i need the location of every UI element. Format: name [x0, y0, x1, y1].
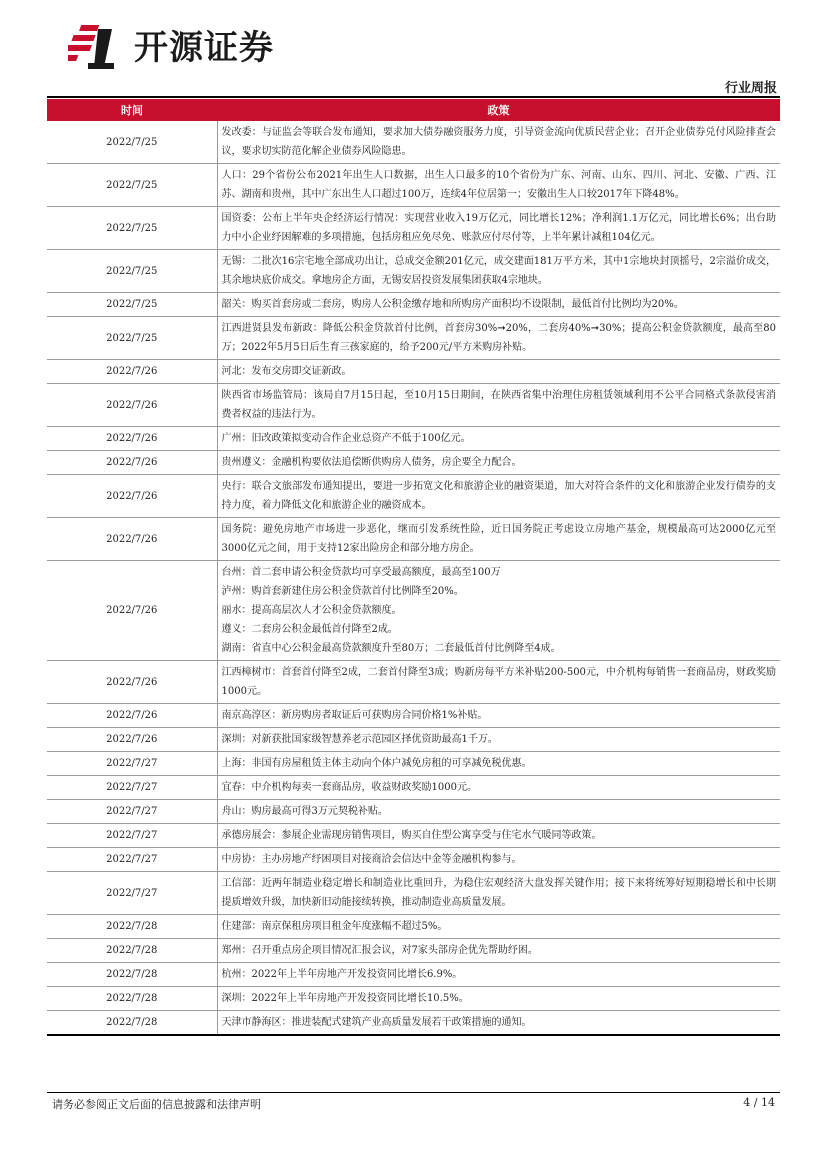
row-date: 2022/7/26	[47, 451, 217, 475]
row-policy	[217, 661, 780, 704]
row-policy	[217, 987, 780, 1011]
row-policy	[217, 776, 780, 800]
table-row	[47, 939, 780, 963]
row-date: 2022/7/27	[47, 848, 217, 872]
row-date: 2022/7/26	[47, 384, 217, 427]
row-date: 2022/7/25	[47, 250, 217, 293]
row-date: 2022/7/26	[47, 661, 217, 704]
table-row	[47, 293, 780, 317]
row-date: 2022/7/27	[47, 872, 217, 915]
row-date: 2022/7/28	[47, 915, 217, 939]
policy-text: 上海：非国有房屋租赁主体主动向个体户减免房租的可享减免税优惠。	[221, 758, 532, 769]
header-rule	[47, 96, 780, 98]
policy-text: 国资委：公布上半年央企经济运行情况：实现营业收入19万亿元，同比增长12%；净利润1.1万亿元，同比增长6%；出台助力中小企业纾困解难的多项措施，包括房租应免尽免、账款应付尽付等，上半年累计减租104亿元。	[221, 213, 776, 243]
row-policy	[217, 728, 780, 752]
row-policy	[217, 1011, 780, 1036]
table-row	[47, 963, 780, 987]
row-date: 2022/7/27	[47, 824, 217, 848]
table-row	[47, 121, 780, 164]
policy-text: 发改委：与证监会等联合发布通知，要求加大债券融资服务力度，引导资金流向优质民营企业；召开企业债券兑付风险排查会议，要求切实防范化解企业债券风险隐患。	[221, 127, 776, 157]
row-policy	[217, 475, 780, 518]
column-header-time: 时间	[47, 99, 217, 121]
row-policy	[217, 939, 780, 963]
row-policy	[217, 207, 780, 250]
table-row	[47, 207, 780, 250]
row-policy	[217, 451, 780, 475]
policy-text: 湖南：省直中心公积金最高贷款额度升至80万；二套最低首付比例降至4成。	[221, 643, 561, 654]
table-row	[47, 1011, 780, 1036]
brand-name: 开源证券	[134, 28, 274, 68]
table-row	[47, 800, 780, 824]
kaiyuan-logo-icon	[68, 23, 124, 73]
table-row	[47, 475, 780, 518]
policy-text: 遵义：二套房公积金最低首付降至2成。	[221, 624, 398, 635]
table-row	[47, 518, 780, 561]
disclaimer-note: 请务必参阅正文后面的信息披露和法律声明	[52, 1098, 261, 1111]
row-policy	[217, 848, 780, 872]
policy-text: 杭州：2022年上半年房地产开发投资同比增长6.9%。	[221, 969, 463, 980]
policy-text: 丽水：提高高层次人才公积金贷款额度。	[221, 605, 402, 616]
row-date: 2022/7/25	[47, 317, 217, 360]
policy-text: 宜春：中介机构每卖一套商品房，收益财政奖励1000元。	[221, 782, 477, 793]
policy-text: 郑州：召开重点房企项目情况汇报会议，对7家头部房企优先帮助纾困。	[221, 945, 538, 956]
row-policy	[217, 963, 780, 987]
policy-text: 广州：旧改政策拟变动合作企业总资产不低于100亿元。	[221, 433, 471, 444]
table-row	[47, 848, 780, 872]
table-row	[47, 776, 780, 800]
row-policy	[217, 800, 780, 824]
row-date: 2022/7/25	[47, 121, 217, 164]
table-row	[47, 987, 780, 1011]
policy-text: 江西进贤县发布新政：降低公积金贷款首付比例，首套房30%➞20%，二套房40%➞30%；提高公积金贷款额度，最高至80万；2022年5月5日后生育三孩家庭的，给予200元/平方米购房补贴。	[221, 323, 776, 353]
policy-text: 人口：29个省份公布2021年出生人口数据，出生人口最多的10个省份为广东、河南、山东、四川、河北、安徽、广西、江苏、湖南和贵州，其中广东出生人口超过100万，连续4年位居第一；安徽出生人口较2017年下降48%。	[221, 170, 776, 200]
brand-logo	[68, 22, 274, 74]
row-policy	[217, 427, 780, 451]
policy-text: 天津市静海区：推进装配式建筑产业高质量发展若干政策措施的通知。	[221, 1017, 532, 1028]
row-date: 2022/7/26	[47, 561, 217, 661]
table-row	[47, 250, 780, 293]
policy-text: 承德房展会：参展企业需现房销售项目，购买自住型公寓享受与住宅水气暖同等政策。	[221, 830, 602, 841]
row-policy	[217, 872, 780, 915]
table-row	[47, 427, 780, 451]
table-row	[47, 752, 780, 776]
row-policy	[217, 561, 780, 661]
row-policy	[217, 915, 780, 939]
footer-rule	[47, 1092, 780, 1093]
policy-text: 深圳：2022年上半年房地产开发投资同比增长10.5%。	[221, 993, 469, 1004]
row-policy	[217, 250, 780, 293]
row-policy	[217, 518, 780, 561]
table-row	[47, 317, 780, 360]
row-policy	[217, 164, 780, 207]
row-date: 2022/7/27	[47, 800, 217, 824]
table-body	[47, 121, 780, 1035]
report-type: 行业周报	[724, 81, 777, 96]
row-policy	[217, 121, 780, 164]
row-date: 2022/7/27	[47, 776, 217, 800]
row-date: 2022/7/26	[47, 704, 217, 728]
row-date: 2022/7/25	[47, 293, 217, 317]
table-row	[47, 661, 780, 704]
policy-text: 河北：发布交房即交证新政。	[221, 366, 352, 377]
row-date: 2022/7/26	[47, 360, 217, 384]
row-date: 2022/7/25	[47, 207, 217, 250]
row-date: 2022/7/26	[47, 518, 217, 561]
policy-text: 舟山：购房最高可得3万元契税补贴。	[221, 806, 388, 817]
row-policy	[217, 704, 780, 728]
row-date: 2022/7/28	[47, 987, 217, 1011]
table-row	[47, 451, 780, 475]
policy-text: 央行：联合文旅部发布通知提出，要进一步拓宽文化和旅游企业的融资渠道，加大对符合条件的文化和旅游企业发行债券的支持力度，着力降低文化和旅游企业的融资成本。	[221, 481, 776, 511]
policy-text: 台州：首二套申请公积金贷款均可享受最高额度，最高至100万	[221, 567, 501, 578]
policy-text: 无锡：二批次16宗宅地全部成功出让，总成交金额201亿元，成交建面181万平方米，其中1宗地块封顶摇号，2宗溢价成交，其余地块底价成交。拿地房企方面，无锡安居投资发展集团获取4宗地块。	[221, 256, 776, 286]
row-policy	[217, 317, 780, 360]
row-policy	[217, 360, 780, 384]
policy-text: 泸州：购首套新建住房公积金贷款首付比例降至20%。	[221, 586, 464, 597]
table-row	[47, 561, 780, 661]
table-row	[47, 164, 780, 207]
row-date: 2022/7/26	[47, 475, 217, 518]
policy-table	[47, 99, 780, 1036]
table-row	[47, 824, 780, 848]
row-date: 2022/7/28	[47, 1011, 217, 1036]
row-date: 2022/7/26	[47, 728, 217, 752]
row-policy	[217, 293, 780, 317]
table-row	[47, 384, 780, 427]
page-number: 4 / 14	[743, 1096, 775, 1109]
policy-text: 南京高淳区：新房购房者取证后可获购房合同价格1%补贴。	[221, 710, 488, 721]
policy-text: 国务院：避免房地产市场进一步恶化，继而引发系统性险，近日国务院正考虑设立房地产基金，规模最高可达2000亿元至3000亿元之间，用于支持12家出险房企和部分地方房企。	[221, 524, 776, 554]
policy-text: 贵州遵义：金融机构要依法追偿断供购房人债务，房企要全力配合。	[221, 457, 522, 468]
row-policy	[217, 384, 780, 427]
table-row	[47, 872, 780, 915]
row-policy	[217, 752, 780, 776]
column-header-policy: 政策	[217, 99, 780, 121]
policy-text: 韶关：购买首套房或二套房，购房人公积金缴存地和所购房产面积均不设限制，最低首付比例均为20%。	[221, 299, 684, 310]
policy-text: 陕西省市场监管局：该局自7月15日起，至10月15日期间，在陕西省集中治理住房租赁领域利用不公平合同格式条款侵害消费者权益的违法行为。	[221, 390, 776, 420]
policy-text: 江西樟树市：首套首付降至2成，二套首付降至3成；购新房每平方米补贴200-500元，中介机构每销售一套商品房，财政奖励1000元。	[221, 667, 776, 697]
policy-table-wrapper	[47, 99, 780, 1036]
table-row	[47, 360, 780, 384]
table-row	[47, 704, 780, 728]
row-date: 2022/7/28	[47, 963, 217, 987]
policy-text: 深圳：对新获批国家级智慧养老示范园区择优资助最高1千万。	[221, 734, 498, 745]
row-date: 2022/7/28	[47, 939, 217, 963]
row-date: 2022/7/25	[47, 164, 217, 207]
row-policy	[217, 824, 780, 848]
row-date: 2022/7/27	[47, 752, 217, 776]
policy-text: 中房协：主办房地产纾困项目对接商洽会信达中金等金融机构参与。	[221, 854, 522, 865]
policy-text: 工信部：近两年制造业稳定增长和制造业比重回升，为稳住宏观经济大盘发挥关键作用；接下来将统筹好短期稳增长和中长期提质增效升级，加快新旧动能接续转换，推动制造业高质量发展。	[221, 878, 776, 908]
table-header-row	[47, 99, 780, 121]
policy-text: 住建部：南京保租房项目租金年度涨幅不超过5%。	[221, 921, 448, 932]
table-row	[47, 915, 780, 939]
row-date: 2022/7/26	[47, 427, 217, 451]
table-row	[47, 728, 780, 752]
